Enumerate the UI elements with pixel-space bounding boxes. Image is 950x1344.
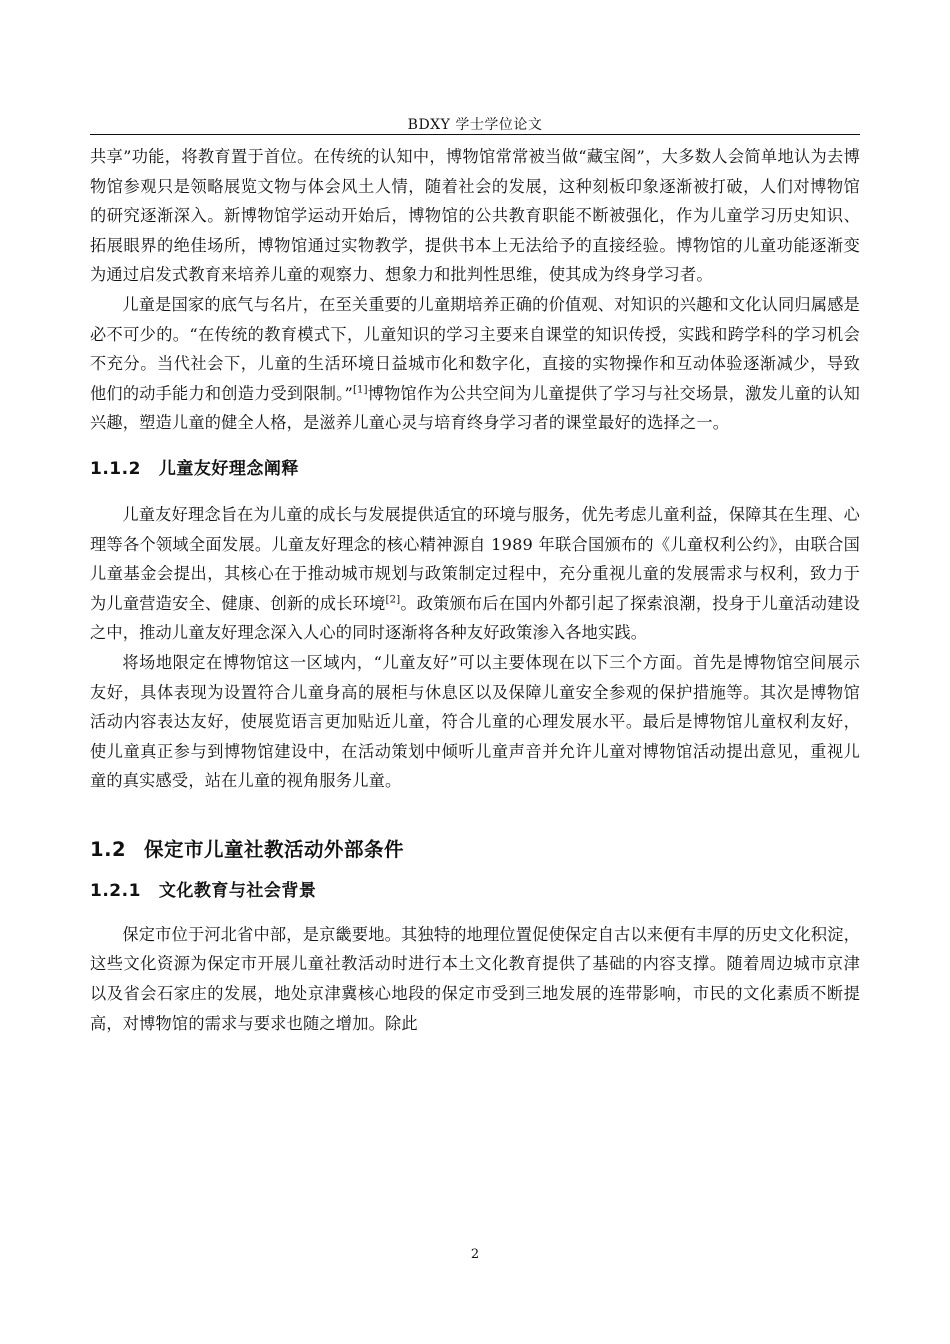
heading-title: 文化教育与社会背景 <box>158 880 317 901</box>
section-heading-1-2 <box>90 836 860 864</box>
citation-marker: [1] <box>352 384 368 396</box>
paragraph-text: 儿童友好理念旨在为儿童的成长与发展提供适宜的环境与服务，优先考虑儿童利益，保障其在生理、心理等各个领域全面发展。儿童友好理念的核心精神源自 1989 年联合国颁布的《儿童权利公约》，由联合国儿童基金会提出，其核心在于推动城市规划与政策制定过程中，充分重视儿童的发展需求与权利，致力于为儿童营造安全、健康、创新的成长环境 <box>90 504 860 613</box>
header-rule <box>90 134 860 135</box>
heading-number: 1.2 <box>90 837 127 861</box>
section-heading-1-1-2 <box>90 456 860 482</box>
body-text <box>90 142 860 1038</box>
paragraph-children-importance <box>90 290 860 438</box>
section-heading-1-2-1 <box>90 878 860 904</box>
paragraph-baoding-background: 保定市位于河北省中部，是京畿要地。其独特的地理位置促使保定自古以来便有丰厚的历史文化积淀，这些文化资源为保定市开展儿童社教活动时进行本土文化教育提供了基础的内容支撑。随着周边城市京津以及省会石家庄的发展，地处京津冀核心地段的保定市受到三地发展的连带影响，市民的文化素质不断提高，对博物馆的需求与要求也随之增加。除此 <box>90 924 860 1033</box>
running-header: BDXY 学士学位论文 <box>407 117 543 133</box>
heading-title: 保定市儿童社教活动外部条件 <box>144 837 405 861</box>
paragraph-museum-friendly-aspects: 将场地限定在博物馆这一区域内，“儿童友好”可以主要体现在以下三个方面。首先是博物馆空间展示友好，具体表现为设置符合儿童身高的展柜与休息区以及保障儿童安全参观的保护措施等。其次是博物馆活动内容表达友好，使展览语言更加贴近儿童，符合儿童的心理发展水平。最后是博物馆儿童权利友好，使儿童真正参与到博物馆建设中，在活动策划中倾听儿童声音并允许儿童对博物馆活动提出意见，重视儿童的真实感受，站在儿童的视角服务儿童。 <box>90 652 860 791</box>
heading-number: 1.2.1 <box>90 880 141 901</box>
page-number: 2 <box>470 1247 480 1262</box>
citation-marker: [2] <box>385 594 401 606</box>
paragraph-text: 。政策颁布后在国内外都引起了探索浪潮，投身于儿童活动建设之中，推动儿童友好理念深入人心的同时逐渐将各种友好政策渗入各地实践。 <box>90 593 860 643</box>
heading-number: 1.1.2 <box>90 458 141 479</box>
paragraph-child-friendly-concept <box>90 500 860 648</box>
heading-title: 儿童友好理念阐释 <box>158 458 299 479</box>
paragraph-text: 博物馆作为公共空间为儿童提供了学习与社交场景，激发儿童的认知兴趣，塑造儿童的健全人格，是滋养儿童心灵与培育终身学习者的课堂最好的选择之一。 <box>90 383 860 433</box>
paragraph-text: 儿童是国家的底气与名片，在至关重要的儿童期培养正确的价值观、对知识的兴趣和文化认同归属感是必不可少的。“在传统的教育模式下，儿童知识的学习主要来自课堂的知识传授，实践和跨学科的学习机会不充分。当代社会下，儿童的生活环境日益城市化和数字化，直接的实物操作和互动体验逐渐减少，导致他们的动手能力和创造力受到限制。” <box>90 294 860 403</box>
paragraph-continuation: 共享”功能，将教育置于首位。在传统的认知中，博物馆常常被当做“藏宝阁”，大多数人会简单地认为去博物馆参观只是领略展览文物与体会风土人情，随着社会的发展，这种刻板印象逐渐被打破，人们对博物馆的研究逐渐深入。新博物馆学运动开始后，博物馆的公共教育职能不断被强化，作为儿童学习历史知识、拓展眼界的绝佳场所，博物馆通过实物教学，提供书本上无法给予的直接经验。博物馆的儿童功能逐渐变为通过启发式教育来培养儿童的观察力、想象力和批判性思维，使其成为终身学习者。 <box>90 147 860 285</box>
